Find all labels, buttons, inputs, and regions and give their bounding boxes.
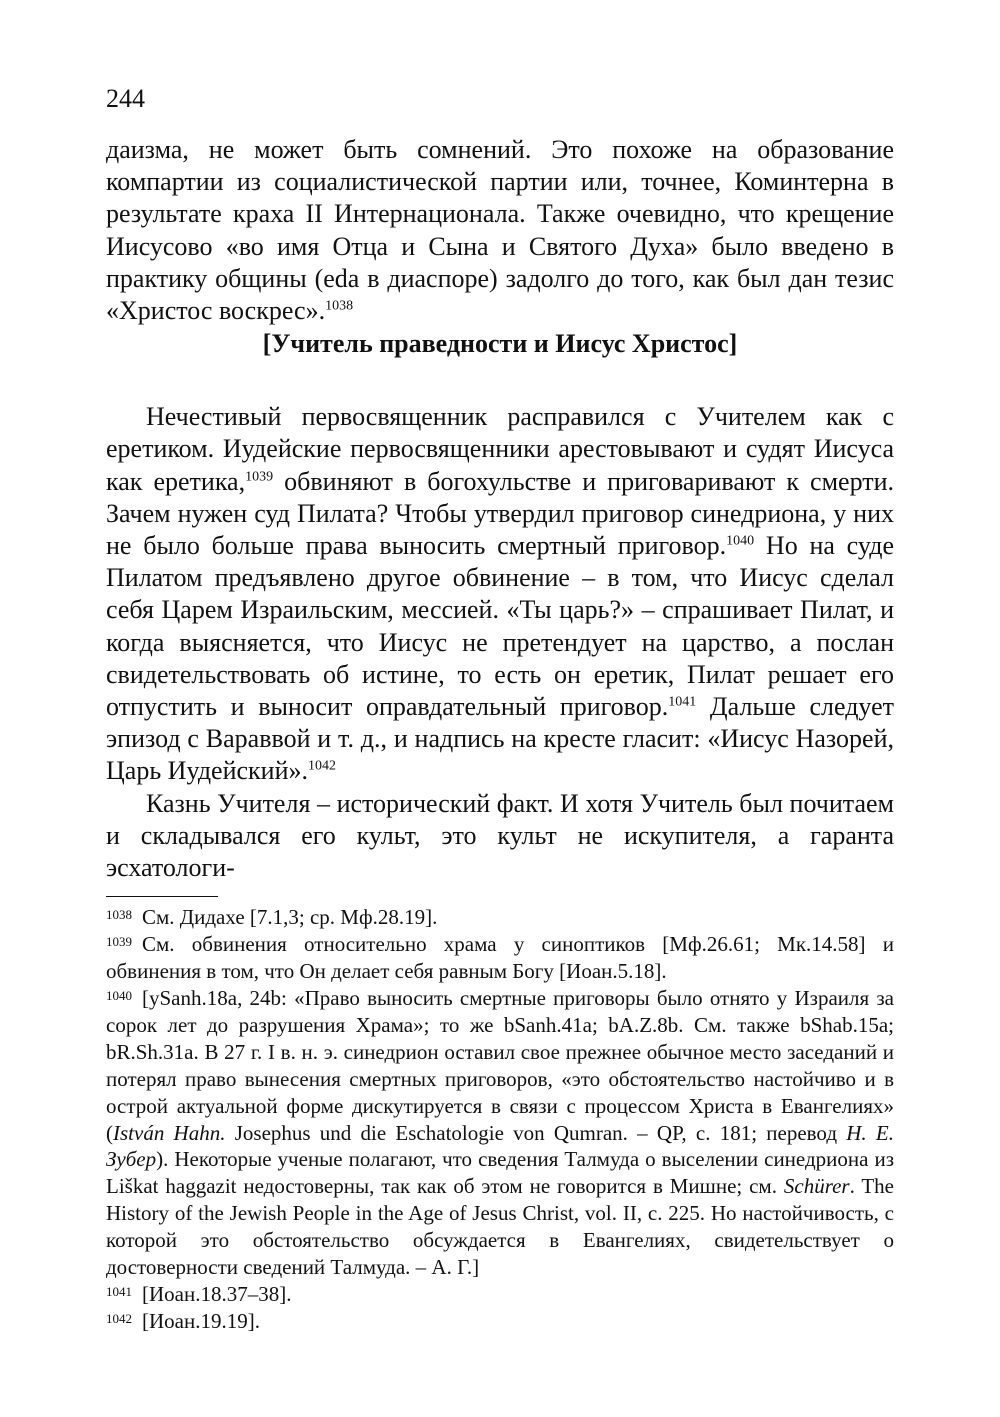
- footnote-number: 1039: [106, 934, 132, 950]
- paragraph-1-text: даизма, не может быть сомнений. Это похоже на образование компартии из социалистической партии или, точнее, Коминтерна в результате краха II Интернационала. Также очевидно, что крещение Иисусово «во имя Отца и Сына и Святого Духа» было введено в практику общины (eda в диаспоре) задолго до того, как был дан тезис «Христос воскрес».: [106, 135, 894, 326]
- paragraph-2-text-b: обвиняют в богохульстве и приговаривают к смерти. Зачем нужен суд Пилата? Чтобы утвердил приговор синедриона, у них не было больше права выносить смертный приговор.: [106, 466, 895, 561]
- footnote-ref-1039: 1039: [245, 468, 274, 484]
- footnote-ref-1041: 1041: [668, 694, 697, 710]
- footnote-number: 1040: [106, 987, 132, 1003]
- paragraph-1: [106, 134, 894, 327]
- paragraph-2-text-c: Но на суде Пилатом предъявлено другое обвинение – в том, что Иисус сделал себя Царем Израильским, мессией. «Ты царь?» – спрашивает Пилат, и когда выясняется, что Иисус не претендует на царство, а послан свидетельствовать об истине, то есть он еретик, Пилат решает его отпустить и выносит оправдательный приговор.: [106, 531, 895, 722]
- footnote-text: [Иоан.18.37–38].: [142, 1281, 292, 1306]
- footnote-ref-1038: 1038: [325, 298, 354, 314]
- paragraph-2-text-d: Дальше следует эпизод с Вараввой и т. д., и надпись на кресте гласит: «Иисус Назорей, Царь Иудейский».: [106, 692, 894, 786]
- footnote-1038: [106, 904, 894, 931]
- footnote-number: 1041: [106, 1283, 132, 1299]
- footnote-author-schurer: Schürer: [783, 1174, 850, 1199]
- footnote-ref-1042: 1042: [308, 758, 336, 774]
- footnote-text: См. Дидахе [7.1,3; ср. Мф.28.19].: [142, 905, 438, 930]
- footnote-text-b: Josephus und die Eschatologie von Qumran. – QP, c. 181; перевод: [225, 1120, 847, 1145]
- footnote-divider: [106, 896, 218, 897]
- footnote-text-a: [ySanh.18a, 24b: «Право выносить смертные приговоры было отнято у Израиля за сорок лет до разрушения Храма»; то же bSanh.41a; bA.Z.8b. См. также bShab.15a; bR.Sh.31a. В 27 г. I в. н. э. синедрион оставил свое прежнее обычное место заседаний и потерял право вынесения смертных приговоров, «это обстоятельство настойчиво и в острой актуальной форме дискутируется в связи с процессом Христа в Евангелиях» (: [106, 985, 894, 1145]
- main-text: [106, 134, 894, 884]
- footnote-number: 1042: [106, 1310, 132, 1326]
- section-heading: [Учитель праведности и Иисус Христос]: [262, 329, 738, 359]
- footnote-ref-1040: 1040: [726, 533, 755, 549]
- footnote-1039: [106, 931, 894, 985]
- footnotes: [106, 904, 894, 1335]
- footnote-text-d: . The History of the Jewish People in the Age of Jesus Christ, vol. II, c. 225. Но настойчивость, с которой это обстоятельство обсуждается в Евангелиях, свидетельствует о достоверности сведений Талмуда. – А. Г.]: [106, 1174, 894, 1280]
- paragraph-2: [106, 401, 894, 787]
- paragraph-2-text-a: Нечестивый первосвященник расправился с Учителем как с еретиком. Иудейские первосвященники арестовывают и судят Иисуса как еретика,: [106, 402, 894, 496]
- footnote-1041: [106, 1281, 894, 1308]
- footnote-1042: [106, 1308, 894, 1335]
- footnote-text: [Иоан.19.19].: [142, 1308, 260, 1333]
- footnote-text-c: ). Некоторые ученые полагают, что сведения Талмуда о выселении синедриона из Liškat haggazit недостоверны, так как об этом не говорится в Мишне; см.: [106, 1147, 894, 1199]
- page: [106, 84, 894, 1335]
- paragraph-3: Казнь Учителя – исторический факт. И хотя Учитель был почитаем и складывался его культ, это культ не искупителя, а гаранта эсхатологи-: [106, 788, 894, 883]
- footnote-translator: Н. Е. Зубер: [106, 1120, 894, 1172]
- footnote-text: См. обвинения относительно храма у синоптиков [Мф.26.61; Мк.14.58] и обвинения в том, что Он делает себя равным Богу [Иоан.5.18].: [106, 932, 894, 984]
- footnote-author-hahn: István Hahn.: [113, 1120, 226, 1145]
- footnote-number: 1038: [106, 907, 132, 923]
- footnote-1040: [106, 985, 894, 1281]
- page-number: 244: [106, 84, 145, 113]
